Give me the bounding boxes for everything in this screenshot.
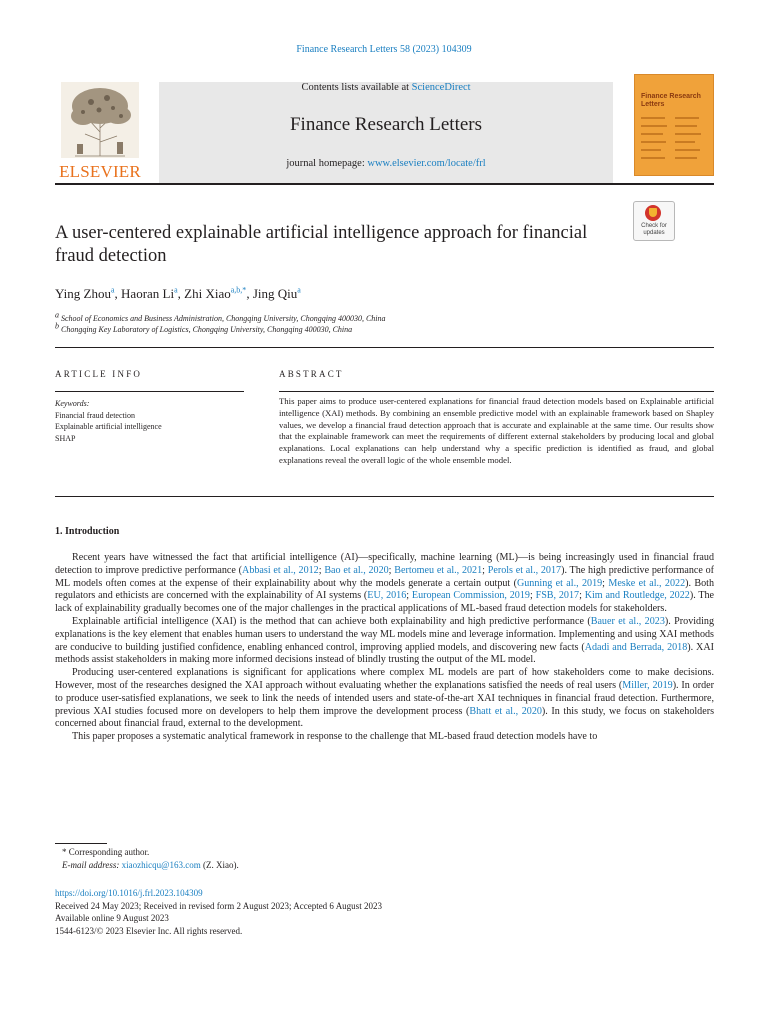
homepage-link[interactable]: www.elsevier.com/locate/frl [367,158,486,169]
paragraph-text: ). In this study, we focus on stakeholders concerned about financial fraud, external to the development. [55,705,714,730]
keyword: Explainable artificial intelligence [55,422,162,431]
email-note [62,859,239,872]
citation-link[interactable]: Meske et al., 2022 [608,577,686,589]
citation-link[interactable]: Perols et al., 2017 [487,564,562,576]
cover-line [641,133,663,135]
author-name[interactable]: Ying Zhou [55,286,111,301]
citation-link[interactable]: Abbasi et al., 2012 [242,564,319,576]
paragraph-text: ; [388,564,395,576]
paragraph-text: ). XAI methods assist stakeholders in making more informed decisions instead of blindly trusting the output of the ML model. [55,641,714,666]
citation-link[interactable]: Bhatt et al., 2020 [469,705,542,717]
keyword: Financial fraud detection [55,410,135,420]
contents-prefix: Contents lists available at [301,82,412,93]
citation-link[interactable]: Kim and Routledge, 2022 [584,590,690,602]
affiliation-link[interactable]: a [110,285,115,295]
corresponding-author-note: * Corresponding author. [62,847,150,857]
cover-line [641,117,665,119]
affiliation-a-text: School of Economics and Business Administration, Chongqing University, Chongqing 400030, China [61,314,386,323]
publication-info [55,887,382,937]
author-name[interactable]: Zhi Xiao [184,286,231,301]
sciencedirect-link[interactable]: ScienceDirect [411,82,471,93]
paragraph [55,667,714,731]
homepage-prefix: journal homepage: [286,158,368,169]
paragraph [55,731,714,744]
affiliation-link[interactable]: a [174,285,178,295]
paragraph-text: ; [529,590,536,602]
journal-name: Finance Research Letters [289,114,483,135]
paragraph [55,616,714,667]
paragraph-text: This paper proposes a systematic analytical framework in response to the challenge that ML-based fraud detection models have to [72,731,598,743]
paragraph-text: ; [602,577,609,589]
author-name[interactable]: Haoran Li [121,286,175,301]
affiliation-a [55,310,386,323]
author-affiliation-marker[interactable] [297,286,301,295]
cover-title: Finance Research Letters [641,93,701,108]
footnote-rule [55,843,107,844]
affiliation-link[interactable]: a,b,* [230,285,247,295]
affiliation-b [55,321,353,334]
elsevier-wordmark: ELSEVIER [59,162,141,181]
citation-link[interactable]: Adadi and Berrada, 2018 [584,641,688,653]
paragraph-text: ; [482,564,488,576]
journal-header [55,74,714,185]
journal-reference[interactable]: Finance Research Letters 58 (2023) 104309 [296,44,472,55]
paragraph [55,552,714,616]
email-label: E-mail address: [62,860,122,870]
section-rule [55,347,714,348]
citation-link[interactable]: EU, 2016 [367,590,407,602]
cover-line [675,157,697,159]
paragraph-text: Explainable artificial intelligence (XAI) is the method that can achieve both explainability and high predictive performance ( [72,615,591,627]
cover-line [641,157,665,159]
affiliation-marker: a [55,310,59,320]
introduction-heading: 1. Introduction [55,526,120,537]
citation-link[interactable]: Miller, 2019 [622,679,673,691]
cover-line [675,117,699,119]
citation-link[interactable]: Gunning et al., 2019 [516,577,603,589]
cover-line [675,125,697,127]
body-text [55,552,714,744]
citation-link[interactable]: Bao et al., 2020 [324,564,389,576]
cover-line [675,141,695,143]
check-updates-label: Check for updates [641,223,667,236]
bookmark-ribbon-icon [649,208,657,217]
citation-link[interactable]: Bauer et al., 2023 [590,615,665,627]
keywords-list [55,410,244,445]
author-separator: , [177,286,185,301]
article-info-heading: ARTICLE INFO [55,369,143,379]
keywords-block [55,398,244,444]
affiliation-link[interactable]: a [297,285,301,295]
abstract-rule [279,391,714,392]
abstract-heading: ABSTRACT [279,369,344,379]
author-name[interactable]: Jing Qiu [252,286,298,301]
elsevier-tree-icon [61,82,139,158]
section-rule [55,496,714,497]
paragraph-text: ). Providing explanations is the key element that enables human users to understand the way ML models mine and leverage information. Implementing and using XAI methods are conducive to building justified confidence, enabling enhanced control, improving applied models, and discovering new facts ( [55,615,714,653]
affiliation-marker: b [55,321,59,331]
citation-link[interactable]: FSB, 2017 [535,590,580,602]
footnotes [62,846,239,872]
paragraph-text: ). Both regulators and ethicists are concerned with the explainability of AI systems ( [55,577,714,602]
affiliation-b-text: Chongqing Key Laboratory of Logistics, Chongqing University, Chongqing 400030, China [61,325,353,334]
available-online: Available online 9 August 2023 [55,913,169,923]
homepage-line [159,158,613,169]
keyword: SHAP [55,433,76,443]
paragraph-text: ; [406,590,412,602]
citation-link[interactable]: Bertomeu et al., 2021 [394,564,483,576]
paragraph-text: ). The high predictive performance of ML models often comes at the expense of their explainability about why the models generate a certain output ( [55,564,715,589]
cover-line [641,141,666,143]
author-separator: , [246,286,253,301]
email-suffix: (Z. Xiao). [200,860,239,870]
journal-cover-thumbnail[interactable] [634,74,714,176]
citation-link[interactable]: European Commission, 2019 [411,590,530,602]
paragraph-text: Producing user-centered explanations is significant for applications where complex ML models are part of how stakeholders come to make decisions. However, most of the researches designed the XAI approach without evaluating whether the explanations satisfied the needs of real users ( [55,667,714,691]
cover-line [641,149,661,151]
elsevier-logo[interactable] [55,82,145,182]
cover-line [675,133,701,135]
cover-line [675,149,700,151]
article-info-rule [55,391,244,392]
keywords-label: Keywords: [55,399,90,408]
check-for-updates-button[interactable] [633,201,675,241]
copyright: 1544-6123/© 2023 Elsevier Inc. All rights reserved. [55,925,243,936]
author-separator: , [114,286,122,301]
journal-banner [159,82,613,183]
received-dates: Received 24 May 2023; Received in revised form 2 August 2023; Accepted 6 August 2023 [55,900,382,911]
paragraph-text: ; [318,564,325,576]
paper-title: A user-centered explainable artificial intelligence approach for financial fraud detection [55,223,588,266]
abstract-text: This paper aims to produce user-centered explanations for financial fraud detection models based on Explainable artificial intelligence (XAI) methods. By combining an ensemble predictive model with an explainable framework based on Shapley values, we develop a financial fraud detection approach that is accurate and explainable at the same time. Our results show that the explainable framework can meet the requirements of different external stakeholders by producing local and global explanations. Local explanations can help understand why a specific prediction is identified as fraud, and global explanations reveal the overall logic of the whole ensemble model. [279,396,714,465]
paragraph-text: ; [579,590,585,602]
email-link[interactable]: xiaozhicqu@163.com [121,860,201,870]
paragraph-text: ). The lack of explainability gradually becomes one of the major challenges in the practical applications of ML-based fraud detection models for stakeholders. [55,590,715,615]
paragraph-text: ). In order to produce user-satisfied explanations, we seek to link the needs of intended users and state-of-the-art XAI techniques in financial fraud detection. Furthermore, previous XAI studies focused more on developers to help them improve the development process ( [55,679,715,717]
paragraph-text: Recent years have witnessed the fact that artificial intelligence (AI)—specifically, machine learning (ML)—is being increasingly used in financial fraud detection to improve predictive performance ( [55,552,714,576]
contents-line [159,82,613,93]
doi-link[interactable]: https://doi.org/10.1016/j.frl.2023.104309 [55,888,203,898]
author-list [55,286,301,302]
author-affiliation-marker[interactable] [231,286,247,295]
cover-line [641,125,667,127]
header-rule [55,183,714,185]
